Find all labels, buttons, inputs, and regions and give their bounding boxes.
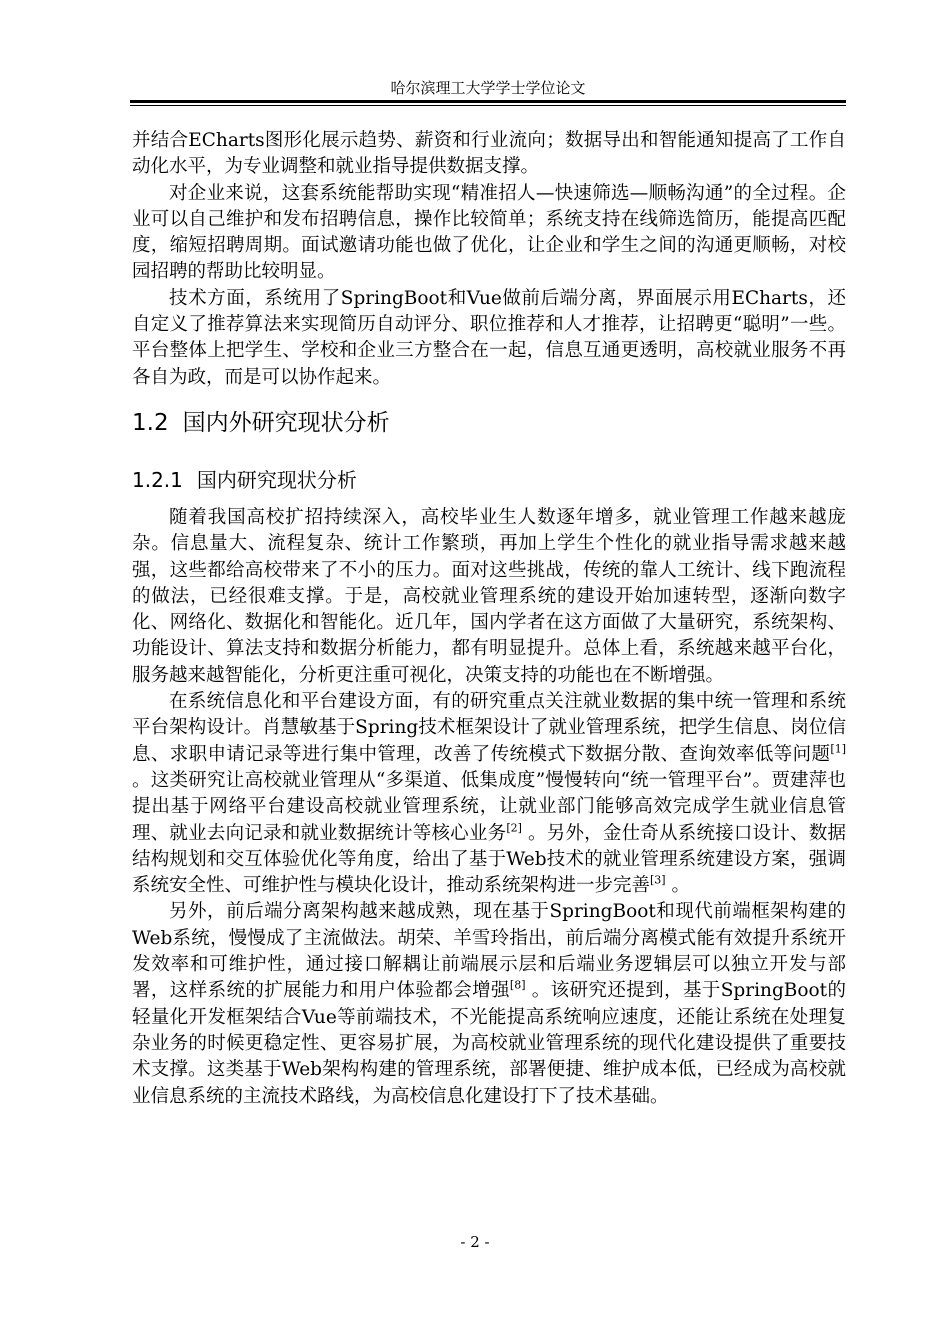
paragraph-platform-research [132, 689, 846, 899]
citation-ref-2: [2] [506, 820, 522, 834]
text-segment: 。另外，金仕奇从系统接口设计、数据结构规划和交互体验优化等角度，给出了基于Web技术的就业管理系统建设方案，强调系统安全性、可维护性与模块化设计，推动系统架构进一步完善 [132, 822, 846, 897]
subsection-heading [132, 465, 846, 495]
page-header: 哈尔滨理工大学学士学位论文 [390, 79, 586, 97]
section-title: 国内外研究现状分析 [182, 409, 390, 436]
text-segment: 。 [665, 875, 690, 897]
text-segment: 另外，前后端分离架构越来越成熟，现在基于SpringBoot和现代前端框架构建的Web系统，慢慢成了主流做法。胡荣、羊雪玲指出，前后端分离模式能有效提升系统开发效率和可维护性，通过接口解耦让前端展示层和后端业务逻辑层可以独立开发与部署，这样系统的扩展能力和用户体验都会增强 [132, 901, 846, 1002]
text-segment: 。该研究还提到，基于SpringBoot的轻量化开发框架结合Vue等前端技术，不光能提高系统响应速度，还能让系统在处理复杂业务的时候更稳定性、更容易扩展，为高校就业管理系统的现代化建设提供了重要技术支撑。这类基于Web架构构建的管理系统，部署便捷、维护成本低，已经成为高校就业信息系统的主流技术路线，为高校信息化建设打下了技术基础。 [132, 980, 846, 1107]
paragraph-technology: 技术方面，系统用了SpringBoot和Vue做前后端分离，界面展示用ECharts，还自定义了推荐算法来实现简历自动评分、职位推荐和人才推荐，让招聘更“聪明”一些。平台整体上把学生、学校和企业三方整合在一起，信息互通更透明，高校就业服务不再各自为政，而是可以协作起来。 [132, 287, 846, 388]
citation-ref-3: [3] [650, 873, 666, 887]
subsection-title: 国内研究现状分析 [196, 467, 357, 492]
text-segment: 在系统信息化和平台建设方面，有的研究重点关注就业数据的集中统一管理和系统平台架构设计。肖慧敏基于Spring技术框架设计了就业管理系统，把学生信息、岗位信息、求职申请记录等进行集中管理，改善了传统模式下数据分散、查询效率低等问题 [132, 691, 846, 765]
header-rule-thick [130, 100, 846, 103]
paragraph-domestic-overview: 随着我国高校扩招持续深入，高校毕业生人数逐年增多，就业管理工作越来越庞杂。信息量大、流程复杂、统计工作繁琐，再加上学生个性化的就业指导需求越来越强，这些都给高校带来了不小的压力。面对这些挑战，传统的靠人工统计、线下跑流程的做法，已经很难支撑。于是，高校就业管理系统的建设开始加速转型，逐渐向数字化、网络化、数据化和智能化。近几年，国内学者在这方面做了大量研究，系统架构、功能设计、算法支持和数据分析能力，都有明显提升。总体上看，系统越来越平台化，服务越来越智能化，分析更注重可视化，决策支持的功能也在不断增强。 [132, 506, 846, 686]
paragraph-continued: 并结合ECharts图形化展示趋势、薪资和行业流向；数据导出和智能通知提高了工作自动化水平，为专业调整和就业指导提供数据支撑。 [132, 130, 846, 178]
section-heading [132, 407, 846, 439]
text-segment: 。这类研究让高校就业管理从“多渠道、低集成度”慢慢转向“统一管理平台”。贾建萍也提出基于网络平台建设高校就业管理系统，让就业部门能够高效完成学生就业信息管理、就业去向记录和就业数据统计等核心业务 [132, 769, 846, 844]
subsection-number: 1.2.1 [132, 467, 183, 492]
header-rule-thin [130, 105, 846, 106]
paragraph-enterprise: 对企业来说，这套系统能帮助实现“精准招人—快速筛选—顺畅沟通”的全过程。企业可以自己维护和发布招聘信息，操作比较简单；系统支持在线筛选简历，能提高匹配度，缩短招聘周期。面试邀请功能也做了优化，让企业和学生之间的沟通更顺畅，对校园招聘的帮助比较明显。 [132, 182, 846, 283]
page-body [132, 128, 846, 1110]
citation-ref-1: [1] [830, 741, 846, 755]
citation-ref-8: [8] [509, 978, 526, 992]
page-number: - 2 - [460, 1233, 490, 1251]
section-number: 1.2 [132, 409, 169, 436]
paragraph-architecture [132, 899, 846, 1109]
